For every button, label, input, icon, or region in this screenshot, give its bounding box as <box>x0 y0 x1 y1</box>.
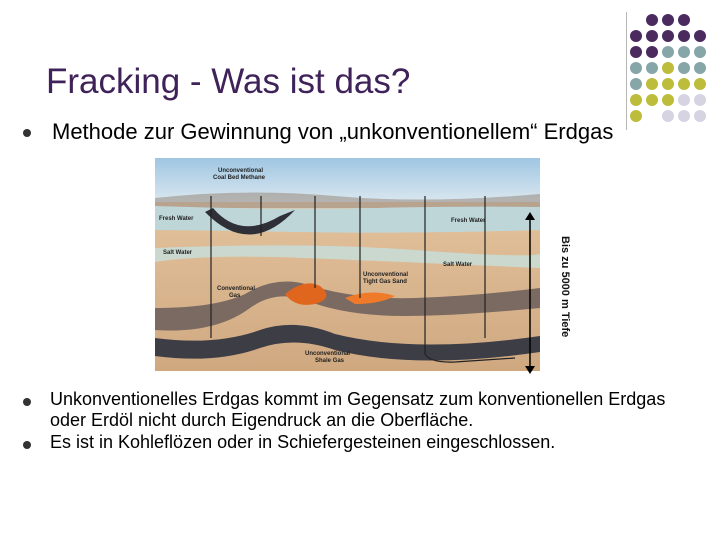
decorative-dot <box>694 62 706 74</box>
bullet-icon <box>23 129 31 137</box>
decorative-dot <box>630 78 642 90</box>
decorative-dot <box>630 94 642 106</box>
decorative-dot <box>678 14 690 26</box>
body-bullet-1: Unkonventionelles Erdgas kommt im Gegensatz zum konventionellen Erdgas oder Erdöl nicht durch Eigendruck an die Oberfläche. <box>50 389 666 430</box>
decorative-dot <box>630 46 642 58</box>
decorative-dot <box>646 46 658 58</box>
label-shale-gas-1: Unconventional <box>305 351 351 357</box>
decorative-dot <box>646 62 658 74</box>
decorative-dot <box>630 30 642 42</box>
decorative-dot <box>646 94 658 106</box>
decorative-dot <box>694 46 706 58</box>
decorative-dot <box>646 30 658 42</box>
decorative-dot <box>678 94 690 106</box>
decorative-dot <box>662 94 674 106</box>
label-coal-bed-1: Unconventional <box>218 168 264 174</box>
bullet-icon <box>23 398 31 406</box>
decorative-dot <box>678 78 690 90</box>
decorative-dot <box>646 78 658 90</box>
decorative-dot <box>662 62 674 74</box>
fracking-diagram <box>155 158 540 371</box>
depth-label <box>557 236 571 350</box>
decorative-dot <box>662 110 674 122</box>
decorative-dot <box>678 62 690 74</box>
label-coal-bed-2: Coal Bed Methane <box>213 175 266 181</box>
label-conventional-gas-1: Conventional <box>217 286 256 292</box>
depth-label-text: Bis zu 5000 m Tiefe <box>559 236 571 338</box>
decorative-dot <box>694 110 706 122</box>
subtitle-bullet: Methode zur Gewinnung von „unkonventionellem“ Erdgas <box>52 119 614 144</box>
slide-title: Fracking - Was ist das? <box>46 62 411 101</box>
decorative-dot <box>678 110 690 122</box>
label-salt-water-right: Salt Water <box>443 262 473 268</box>
depth-arrow-icon <box>520 212 540 374</box>
decorative-dot <box>662 46 674 58</box>
decorative-dot <box>630 110 642 122</box>
decorative-dot <box>694 94 706 106</box>
label-shale-gas-2: Shale Gas <box>315 358 345 364</box>
decorative-dot <box>662 30 674 42</box>
decorative-dot <box>694 30 706 42</box>
decorative-dot <box>662 14 674 26</box>
decorative-dot <box>630 62 642 74</box>
label-fresh-water-left: Fresh Water <box>159 216 194 222</box>
decorative-dot <box>678 46 690 58</box>
divider-line <box>626 12 627 130</box>
decorative-dot <box>662 78 674 90</box>
decorative-dot <box>646 14 658 26</box>
body-bullet-2: Es ist in Kohleflözen oder in Schiefergesteinen eingeschlossen. <box>50 432 556 452</box>
label-tight-gas-1: Unconventional <box>363 272 409 278</box>
label-fresh-water-right: Fresh Water <box>451 218 486 224</box>
decorative-dot <box>694 78 706 90</box>
label-conventional-gas-2: Gas <box>229 293 241 299</box>
decorative-dot <box>678 30 690 42</box>
bullet-icon <box>23 441 31 449</box>
label-tight-gas-2: Tight Gas Sand <box>363 279 407 285</box>
label-salt-water-left: Salt Water <box>163 250 193 256</box>
